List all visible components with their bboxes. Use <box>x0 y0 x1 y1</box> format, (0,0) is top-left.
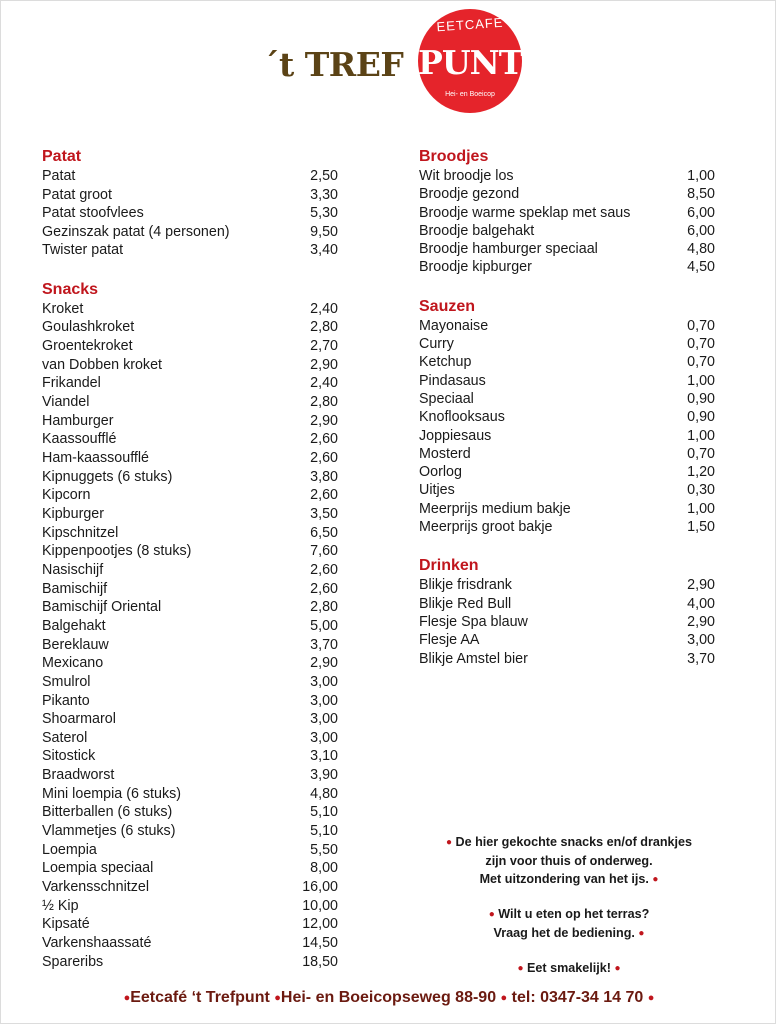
menu-item-name: Patat groot <box>42 186 112 203</box>
menu-item <box>42 318 338 337</box>
menu-column-right <box>419 147 715 688</box>
menu-item-price: 2,40 <box>310 300 338 317</box>
menu-item <box>42 859 338 878</box>
section-broodjes <box>419 147 715 277</box>
menu-item-price: 3,50 <box>310 505 338 522</box>
menu-item <box>419 167 715 185</box>
menu-item-name: Broodje gezond <box>419 186 520 203</box>
menu-item <box>42 710 338 729</box>
menu-item-price: 4,00 <box>687 595 715 612</box>
menu-item-name: Bamischijf <box>42 580 108 597</box>
menu-item <box>42 654 338 673</box>
menu-item-price: 18,50 <box>302 953 338 970</box>
menu-item-price: 0,90 <box>687 390 715 407</box>
menu-item <box>419 222 715 240</box>
menu-item <box>419 576 715 594</box>
menu-item <box>42 186 338 205</box>
menu-item-name: Loempia <box>42 841 97 858</box>
menu-item <box>42 300 338 319</box>
section-patat <box>42 147 338 260</box>
menu-item <box>419 481 715 499</box>
menu-item-price: 1,00 <box>687 168 715 184</box>
menu-item-name: Kippenpootjes (8 stuks) <box>42 543 192 560</box>
section-title: Patat <box>42 148 82 165</box>
menu-item <box>419 185 715 203</box>
menu-item-price: 2,70 <box>310 338 338 355</box>
menu-item <box>419 500 715 518</box>
bullet-icon: ● <box>500 992 508 1004</box>
menu-item <box>42 934 338 953</box>
menu-item <box>419 258 715 276</box>
menu-item-price: 2,60 <box>310 580 338 597</box>
footer-address: Hei- en Boeicopseweg 88-90 <box>280 989 497 1006</box>
menu-item-name: Broodje balgehakt <box>419 222 535 239</box>
menu-item-price: 0,90 <box>687 409 715 426</box>
menu-item <box>42 337 338 356</box>
menu-item <box>419 204 715 222</box>
section-sauzen <box>419 297 715 537</box>
section-title: Sauzen <box>419 297 476 315</box>
menu-item-name: Kaassoufflé <box>42 431 117 448</box>
logo <box>263 9 533 109</box>
logo-subtitle: Hei- en Boeicop <box>445 91 495 98</box>
menu-item-price: 2,60 <box>310 487 338 504</box>
menu-item-price: 1,00 <box>687 372 715 389</box>
menu-item-price: 1,00 <box>687 500 715 517</box>
menu-item-price: 6,50 <box>310 524 338 541</box>
menu-item-price: 0,30 <box>687 482 715 499</box>
menu-item-name: Bereklauw <box>42 636 109 653</box>
menu-item-name: Spareribs <box>42 953 104 970</box>
menu-item-price: 2,90 <box>687 613 715 630</box>
menu-item-price: 2,50 <box>310 168 338 184</box>
menu-item <box>42 430 338 449</box>
menu-item-price: 1,20 <box>687 464 715 481</box>
menu-item <box>42 468 338 487</box>
bullet-icon: ● <box>652 874 659 885</box>
menu-item-name: Balgehakt <box>42 617 106 634</box>
menu-item-price: 4,80 <box>687 241 715 258</box>
menu-item-price: 5,00 <box>310 617 338 634</box>
menu-item <box>42 486 338 505</box>
section-snacks <box>42 280 338 972</box>
menu-item-name: Braadworst <box>42 767 115 784</box>
menu-item-name: Groentekroket <box>42 338 133 355</box>
menu-item-name: Mosterd <box>419 445 471 462</box>
menu-item-name: Meerprijs groot bakje <box>419 519 553 536</box>
menu-item <box>42 841 338 860</box>
menu-item-name: Viandel <box>42 394 90 411</box>
menu-item-name: Oorlog <box>419 464 462 481</box>
menu-item-name: Uitjes <box>419 482 455 499</box>
menu-item-price: 6,00 <box>687 222 715 239</box>
menu-item <box>42 393 338 412</box>
menu-item-price: 3,30 <box>310 186 338 203</box>
menu-item <box>42 803 338 822</box>
logo-red-circle <box>418 9 522 113</box>
menu-item-name: Varkenshaassaté <box>42 935 152 952</box>
menu-item <box>42 822 338 841</box>
menu-item <box>42 524 338 543</box>
menu-item-name: Blikje Red Bull <box>419 595 512 612</box>
footer-phone: tel: 0347-34 14 70 <box>511 989 644 1006</box>
menu-item <box>419 518 715 536</box>
menu-item-name: Varkensschnitzel <box>42 879 150 896</box>
menu-item <box>42 878 338 897</box>
menu-item-price: 3,70 <box>310 636 338 653</box>
menu-item-name: Loempia speciaal <box>42 860 154 877</box>
menu-item-name: Nasischijf <box>42 561 104 578</box>
menu-item-price: 3,10 <box>310 748 338 765</box>
menu-item-name: Patat stoofvlees <box>42 205 144 222</box>
menu-item <box>42 241 338 260</box>
menu-item <box>419 317 715 335</box>
menu-item-price: 2,80 <box>310 599 338 616</box>
bullet-icon: ● <box>445 837 452 848</box>
menu-item-price: 3,40 <box>310 242 338 259</box>
menu-item-price: 0,70 <box>687 317 715 334</box>
menu-item-price: 8,00 <box>310 860 338 877</box>
menu-item-name: Broodje kipburger <box>419 259 532 276</box>
menu-item <box>42 356 338 375</box>
menu-item-name: Smulrol <box>42 673 91 690</box>
note-enjoy: ● Eet smakelijk! ● <box>517 961 621 975</box>
menu-item <box>42 598 338 617</box>
menu-item-price: 3,00 <box>310 711 338 728</box>
menu-item-name: Ketchup <box>419 354 472 371</box>
menu-item-name: Kipburger <box>42 505 104 522</box>
menu-item-name: Knoflooksaus <box>419 409 505 426</box>
menu-item-price: 4,80 <box>310 785 338 802</box>
menu-item <box>419 613 715 631</box>
menu-item-name: Twister patat <box>42 242 124 259</box>
menu-item <box>42 223 338 242</box>
menu-item-name: Curry <box>419 336 454 353</box>
menu-item <box>419 427 715 445</box>
menu-item-price: 10,00 <box>302 897 338 914</box>
menu-item <box>42 636 338 655</box>
menu-item <box>419 445 715 463</box>
bullet-icon: ● <box>614 963 621 974</box>
menu-item-name: Sitostick <box>42 748 96 765</box>
menu-item-name: Mayonaise <box>419 317 489 334</box>
menu-item <box>419 240 715 258</box>
menu-item <box>42 673 338 692</box>
menu-item-name: Ham-kaassoufflé <box>42 449 150 466</box>
menu-item-price: 14,50 <box>302 935 338 952</box>
menu-item <box>419 353 715 371</box>
menu-item-name: Pikanto <box>42 692 90 709</box>
menu-item-name: Gezinszak patat (4 personen) <box>42 223 230 240</box>
menu-item-name: Saterol <box>42 729 88 746</box>
menu-item <box>42 953 338 972</box>
menu-item-price: 0,70 <box>687 354 715 371</box>
menu-item-name: Wit broodje los <box>419 168 514 184</box>
menu-item <box>419 335 715 353</box>
menu-item-price: 2,90 <box>310 412 338 429</box>
menu-item <box>419 390 715 408</box>
logo-eetcafe-text: EETCAFE <box>436 14 504 35</box>
menu-item <box>419 408 715 426</box>
menu-item-name: Kipnuggets (6 stuks) <box>42 468 173 485</box>
menu-item <box>419 650 715 668</box>
menu-item <box>42 766 338 785</box>
bullet-icon: ● <box>647 992 655 1004</box>
menu-item <box>42 449 338 468</box>
logo-right-text: PUNT <box>418 43 523 82</box>
menu-item <box>42 167 338 186</box>
menu-item-name: Joppiesaus <box>419 427 492 444</box>
menu-item-price: 5,10 <box>310 823 338 840</box>
menu-item-name: Shoarmarol <box>42 711 116 728</box>
menu-item <box>419 595 715 613</box>
menu-item-name: Blikje Amstel bier <box>419 650 528 667</box>
menu-item-price: 4,50 <box>687 259 715 276</box>
menu-item-price: 3,00 <box>310 673 338 690</box>
menu-item-price: 3,00 <box>687 632 715 649</box>
menu-item <box>419 463 715 481</box>
menu-item-name: Mini loempia (6 stuks) <box>42 785 182 802</box>
menu-item <box>42 729 338 748</box>
menu-item-name: Pindasaus <box>419 372 486 389</box>
menu-item-price: 2,90 <box>310 655 338 672</box>
menu-item-price: 2,40 <box>310 375 338 392</box>
menu-item-price: 3,00 <box>310 729 338 746</box>
footer-contact <box>1 989 776 1007</box>
logo-left-text: ´t TREF <box>263 45 404 84</box>
menu-item-name: Broodje warme speklap met saus <box>419 204 631 221</box>
menu-item-price: 2,90 <box>310 356 338 373</box>
menu-item-price: 5,30 <box>310 205 338 222</box>
menu-item-name: Kroket <box>42 300 84 317</box>
menu-item-name: Vlammetjes (6 stuks) <box>42 823 176 840</box>
menu-item-price: 16,00 <box>302 879 338 896</box>
menu-item-price: 0,70 <box>687 445 715 462</box>
menu-item-price: 2,80 <box>310 394 338 411</box>
menu-item-price: 5,10 <box>310 804 338 821</box>
menu-item-name: van Dobben kroket <box>42 356 163 373</box>
menu-item <box>42 897 338 916</box>
note-terrace: ● Wilt u eten op het terras? Vraag het de bediening. ● <box>488 907 650 940</box>
menu-item-name: Goulashkroket <box>42 319 135 336</box>
menu-item <box>42 561 338 580</box>
menu-item <box>42 542 338 561</box>
menu-item-name: Flesje Spa blauw <box>419 613 528 630</box>
menu-item <box>42 204 338 223</box>
notes-block <box>414 833 724 994</box>
menu-item-name: Flesje AA <box>419 632 480 649</box>
menu-column-left <box>42 147 338 991</box>
menu-item-name: Patat <box>42 168 76 184</box>
menu-item-name: Mexicano <box>42 655 104 672</box>
note-takeaway: ● De hier gekochte snacks en/of drankjes zijn voor thuis of onderweg. Met uitzondering van het ijs. ● <box>445 835 693 886</box>
menu-item-price: 1,50 <box>687 519 715 536</box>
menu-item <box>42 374 338 393</box>
menu-item-price: 3,90 <box>310 767 338 784</box>
menu-item-name: Broodje hamburger speciaal <box>419 241 598 258</box>
section-title: Broodjes <box>419 148 489 165</box>
menu-item <box>42 747 338 766</box>
menu-item <box>419 372 715 390</box>
bullet-icon: ● <box>274 992 281 1004</box>
menu-item-name: Bamischijf Oriental <box>42 599 162 616</box>
menu-item-price: 3,70 <box>687 650 715 667</box>
menu-item <box>42 692 338 711</box>
menu-item-name: Speciaal <box>419 390 474 407</box>
menu-item-price: 2,60 <box>310 449 338 466</box>
menu-item-name: Frikandel <box>42 375 101 392</box>
menu-item <box>419 631 715 649</box>
menu-item-name: Bitterballen (6 stuks) <box>42 804 173 821</box>
bullet-icon: ● <box>123 992 131 1004</box>
menu-item-price: 0,70 <box>687 336 715 353</box>
menu-item <box>42 617 338 636</box>
footer-name: Eetcafé ‘t Trefpunt <box>130 989 270 1006</box>
menu-item-price: 3,80 <box>310 468 338 485</box>
menu-item-price: 2,60 <box>310 561 338 578</box>
section-drinken <box>419 556 715 667</box>
menu-item <box>42 580 338 599</box>
menu-item-price: 1,00 <box>687 427 715 444</box>
bullet-icon: ● <box>517 963 524 974</box>
menu-item-price: 2,60 <box>310 431 338 448</box>
menu-item-price: 2,80 <box>310 319 338 336</box>
menu-item-price: 6,00 <box>687 204 715 221</box>
section-title: Drinken <box>419 557 479 575</box>
menu-item-price: 12,00 <box>302 916 338 933</box>
menu-item-price: 2,90 <box>687 577 715 594</box>
menu-item <box>42 412 338 431</box>
menu-item-price: 5,50 <box>310 841 338 858</box>
menu-item-name: Kipcorn <box>42 487 91 504</box>
menu-item-price: 3,00 <box>310 692 338 709</box>
menu-item <box>42 505 338 524</box>
menu-item-price: 7,60 <box>310 543 338 560</box>
menu-item-name: Hamburger <box>42 412 114 429</box>
bullet-icon: ● <box>488 909 495 920</box>
menu-item-name: Blikje frisdrank <box>419 577 512 594</box>
menu-item <box>42 785 338 804</box>
menu-item-name: Meerprijs medium bakje <box>419 500 571 517</box>
menu-item-price: 9,50 <box>310 223 338 240</box>
section-title: Snacks <box>42 280 99 298</box>
bullet-icon: ● <box>638 928 645 939</box>
menu-item-name: Kipsaté <box>42 916 90 933</box>
menu-item <box>42 915 338 934</box>
menu-item-name: Kipschnitzel <box>42 524 119 541</box>
menu-item-name: ½ Kip <box>42 897 79 914</box>
menu-item-price: 8,50 <box>687 186 715 203</box>
